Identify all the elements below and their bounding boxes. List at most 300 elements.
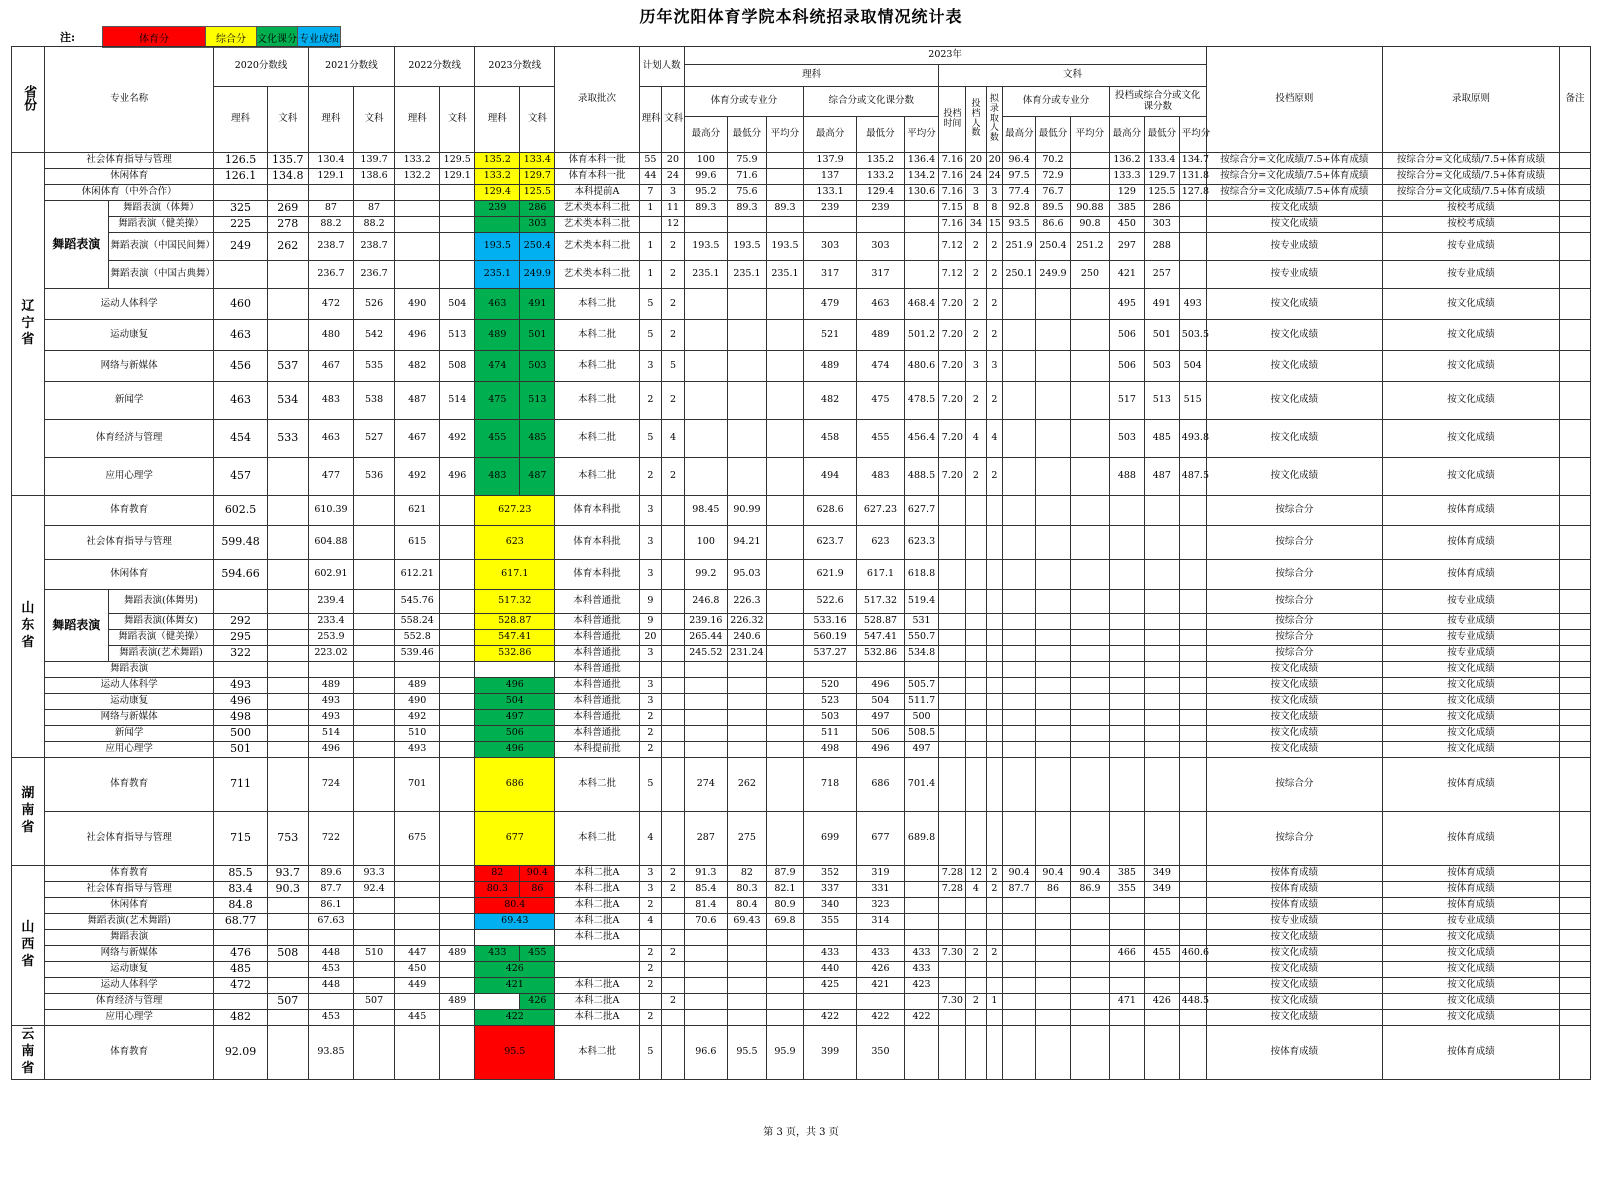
data-cell: 699 [803, 812, 856, 866]
data-cell [267, 742, 308, 758]
data-cell [354, 914, 395, 930]
data-cell: 按文化成绩 [1206, 217, 1383, 233]
data-cell [662, 930, 685, 946]
data-cell: 493 [214, 678, 267, 694]
data-cell [1559, 882, 1590, 898]
data-cell [939, 742, 966, 758]
data-cell [267, 694, 308, 710]
data-cell: 133.2 [475, 169, 520, 185]
data-cell [766, 526, 803, 560]
data-cell: 623.7 [803, 526, 856, 560]
data-cell: 504 [475, 694, 555, 710]
data-cell [966, 496, 987, 526]
data-cell: 69.8 [766, 914, 803, 930]
data-cell [1559, 351, 1590, 382]
data-cell [1036, 898, 1071, 914]
data-cell: 艺术类本科二批 [555, 233, 639, 261]
data-cell: 按文化成绩 [1383, 930, 1560, 946]
h-pe-sci: 体育分或专业分 [684, 87, 803, 117]
data-cell: 513 [1144, 382, 1179, 420]
data-cell [1070, 742, 1109, 758]
data-cell [308, 994, 353, 1010]
data-cell: 76.7 [1036, 185, 1071, 201]
data-cell [986, 560, 1002, 590]
data-cell [766, 217, 803, 233]
data-cell: 1 [639, 233, 662, 261]
table-row [12, 678, 1591, 694]
data-cell: 488.5 [904, 458, 939, 496]
data-cell: 1 [986, 994, 1002, 1010]
data-cell [639, 994, 662, 1010]
data-cell [1070, 169, 1109, 185]
data-cell: 599.48 [214, 526, 267, 560]
data-cell: 235.1 [727, 261, 766, 289]
data-cell: 88.2 [354, 217, 395, 233]
data-cell [1036, 420, 1071, 458]
data-cell [986, 930, 1002, 946]
data-cell: 2 [986, 261, 1002, 289]
header-arts-group: 文科 [939, 65, 1206, 87]
data-cell: 455 [475, 420, 520, 458]
data-cell [939, 560, 966, 590]
data-cell: 按文化成绩 [1383, 946, 1560, 962]
data-cell: 2 [639, 962, 662, 978]
data-cell: 97.5 [1003, 169, 1036, 185]
data-cell: 303 [1144, 217, 1179, 233]
data-cell [766, 726, 803, 742]
data-cell [1179, 962, 1206, 978]
data-cell: 718 [803, 758, 856, 812]
data-cell: 349 [1144, 866, 1179, 882]
page-footer: 第 3 页，共 3 页 [763, 1127, 839, 1138]
data-cell [1559, 153, 1590, 169]
sh-pe-arts-max: 最高分 [1003, 117, 1036, 153]
h-file-comp-arts: 投档或综合分或文化课分数 [1109, 87, 1206, 117]
data-cell: 体育本科一批 [555, 153, 639, 169]
data-cell: 134.2 [904, 169, 939, 185]
data-cell: 489 [308, 678, 353, 694]
table-row [12, 946, 1591, 962]
data-cell: 627.23 [475, 496, 555, 526]
data-cell: 89.3 [684, 201, 727, 217]
sh-comp-sci-max: 最高分 [803, 117, 856, 153]
data-cell: 2 [639, 726, 662, 742]
data-cell: 538 [354, 382, 395, 420]
sh-2020-li: 理科 [214, 87, 267, 153]
data-cell: 297 [1109, 233, 1144, 261]
data-cell: 492 [395, 458, 440, 496]
data-cell: 422 [475, 1010, 555, 1026]
data-cell: 2 [662, 882, 685, 898]
data-cell: 按文化成绩 [1383, 1010, 1560, 1026]
data-cell: 本科普通批 [555, 678, 639, 694]
data-cell [1036, 560, 1071, 590]
data-cell: 527 [354, 420, 395, 458]
data-cell [1003, 289, 1036, 320]
data-cell: 425 [803, 978, 856, 994]
data-cell: 2 [662, 994, 685, 1010]
data-cell [1070, 758, 1109, 812]
data-cell [1003, 726, 1036, 742]
major-name-cell: 应用心理学 [44, 458, 214, 496]
data-cell: 287 [684, 812, 727, 866]
data-cell [766, 742, 803, 758]
data-cell [1179, 710, 1206, 726]
data-cell: 7.16 [939, 217, 966, 233]
data-cell: 483 [857, 458, 904, 496]
data-cell [639, 662, 662, 678]
data-cell: 426 [857, 962, 904, 978]
table-row [12, 994, 1591, 1010]
data-cell: 454 [214, 420, 267, 458]
legend-major: 专业成绩 [297, 26, 341, 48]
data-cell [440, 201, 475, 217]
data-cell [939, 526, 966, 560]
data-cell: 225 [214, 217, 267, 233]
data-cell: 235.1 [475, 261, 520, 289]
table-row [12, 201, 1591, 217]
data-cell [214, 930, 267, 946]
data-cell: 2 [662, 233, 685, 261]
data-cell: 按文化成绩 [1383, 320, 1560, 351]
data-cell [857, 662, 904, 678]
data-cell [1003, 351, 1036, 382]
data-cell [1559, 812, 1590, 866]
data-cell: 2 [966, 233, 987, 261]
data-cell [1070, 458, 1109, 496]
data-cell [395, 1026, 440, 1080]
sh-2021-li: 理科 [308, 87, 353, 153]
data-cell [1003, 898, 1036, 914]
data-cell [1559, 758, 1590, 812]
data-cell [966, 630, 987, 646]
data-cell: 528.87 [857, 614, 904, 630]
data-cell: 按文化成绩 [1383, 420, 1560, 458]
data-cell [1179, 261, 1206, 289]
data-cell [766, 351, 803, 382]
data-cell: 83.4 [214, 882, 267, 898]
data-cell: 本科普通批 [555, 694, 639, 710]
data-cell [267, 458, 308, 496]
data-cell: 89.3 [727, 201, 766, 217]
data-cell: 3 [639, 678, 662, 694]
data-cell [1179, 526, 1206, 560]
data-cell: 2 [966, 994, 987, 1010]
data-cell: 2 [986, 320, 1002, 351]
data-cell [766, 614, 803, 630]
data-cell: 2 [639, 978, 662, 994]
data-cell [1070, 185, 1109, 201]
data-cell: 按体育成绩 [1383, 496, 1560, 526]
header-province: 省份 [12, 47, 45, 153]
data-cell [1003, 962, 1036, 978]
data-cell: 2 [966, 320, 987, 351]
data-cell: 482 [395, 351, 440, 382]
data-cell: 433 [803, 946, 856, 962]
data-cell [354, 1010, 395, 1026]
major-name-cell: 体育经济与管理 [44, 420, 214, 458]
data-cell [440, 726, 475, 742]
data-cell: 498 [803, 742, 856, 758]
major-name-cell: 运动人体科学 [44, 978, 214, 994]
data-cell: 503 [1144, 351, 1179, 382]
data-cell [939, 590, 966, 614]
data-cell [1109, 978, 1144, 994]
data-cell: 2 [966, 289, 987, 320]
data-cell: 按专业成绩 [1383, 614, 1560, 630]
data-cell: 520 [803, 678, 856, 694]
data-cell [267, 898, 308, 914]
data-cell: 467 [395, 420, 440, 458]
data-cell: 2 [986, 866, 1002, 882]
data-cell: 90.88 [1070, 201, 1109, 217]
data-cell: 按文化成绩 [1206, 726, 1383, 742]
data-cell: 303 [857, 233, 904, 261]
data-cell [1109, 646, 1144, 662]
data-cell: 127.8 [1179, 185, 1206, 201]
data-cell: 99.6 [684, 169, 727, 185]
data-cell [1003, 526, 1036, 560]
data-cell: 325 [214, 201, 267, 217]
data-cell: 体育本科一批 [555, 169, 639, 185]
table-row [12, 646, 1591, 662]
data-cell [1144, 962, 1179, 978]
data-cell: 本科二批 [555, 382, 639, 420]
data-cell [1559, 710, 1590, 726]
data-cell [662, 1010, 685, 1026]
major-name-cell: 网络与新媒体 [44, 710, 214, 726]
data-cell [662, 678, 685, 694]
data-cell: 303 [803, 233, 856, 261]
data-cell: 2 [662, 261, 685, 289]
data-cell [354, 646, 395, 662]
data-cell [475, 930, 555, 946]
table-row [12, 351, 1591, 382]
data-cell [986, 812, 1002, 866]
data-cell [857, 994, 904, 1010]
data-cell: 251.9 [1003, 233, 1036, 261]
legend-pe: 体育分 [102, 26, 206, 48]
data-cell: 95.2 [684, 185, 727, 201]
data-cell: 463 [308, 420, 353, 458]
data-cell: 按文化成绩 [1206, 420, 1383, 458]
data-cell [1109, 930, 1144, 946]
data-cell [1036, 614, 1071, 630]
data-cell [1070, 662, 1109, 678]
data-cell: 3 [639, 866, 662, 882]
data-cell [1070, 420, 1109, 458]
data-cell [1036, 320, 1071, 351]
data-cell [1070, 153, 1109, 169]
data-cell: 450 [395, 962, 440, 978]
major-name-cell: 舞蹈表演(体舞男) [108, 590, 214, 614]
data-cell: 7.20 [939, 382, 966, 420]
data-cell [1559, 614, 1590, 630]
data-cell: 7.12 [939, 233, 966, 261]
data-cell [1003, 560, 1036, 590]
data-cell: 504 [440, 289, 475, 320]
data-cell: 235.1 [766, 261, 803, 289]
data-cell [1070, 914, 1109, 930]
data-cell [1559, 1010, 1590, 1026]
data-cell: 82 [727, 866, 766, 882]
data-cell: 487 [520, 458, 555, 496]
data-cell: 90.99 [727, 496, 766, 526]
data-cell [727, 320, 766, 351]
data-cell [1559, 1026, 1590, 1080]
data-cell [1070, 962, 1109, 978]
data-cell [1036, 978, 1071, 994]
data-cell: 482 [214, 1010, 267, 1026]
data-cell: 2 [662, 946, 685, 962]
data-cell: 5 [662, 351, 685, 382]
data-cell [1003, 678, 1036, 694]
data-cell: 250.1 [1003, 261, 1036, 289]
data-cell [395, 866, 440, 882]
table-row [12, 217, 1591, 233]
data-cell [354, 526, 395, 560]
header-2023-year: 2023年 [684, 47, 1206, 65]
data-cell: 453 [308, 1010, 353, 1026]
data-cell [1144, 590, 1179, 614]
data-cell [1070, 526, 1109, 560]
data-cell [639, 217, 662, 233]
data-cell [727, 289, 766, 320]
major-name-cell: 体育经济与管理 [44, 994, 214, 1010]
data-cell: 496 [214, 694, 267, 710]
data-cell: 按综合分 [1206, 630, 1383, 646]
data-cell: 422 [904, 1010, 939, 1026]
data-cell: 257 [1144, 261, 1179, 289]
data-cell: 490 [395, 694, 440, 710]
data-cell: 531 [904, 614, 939, 630]
data-cell: 2 [966, 946, 987, 962]
data-cell [1003, 758, 1036, 812]
data-cell: 本科二批 [555, 758, 639, 812]
data-cell: 125.5 [520, 185, 555, 201]
table-row [12, 614, 1591, 630]
data-cell: 134.8 [267, 169, 308, 185]
data-cell [1109, 590, 1144, 614]
data-cell: 3 [639, 646, 662, 662]
data-cell: 610.39 [308, 496, 353, 526]
data-cell [939, 630, 966, 646]
data-cell [1559, 560, 1590, 590]
data-cell: 711 [214, 758, 267, 812]
data-cell: 506 [1109, 320, 1144, 351]
table-row [12, 898, 1591, 914]
data-cell [395, 994, 440, 1010]
data-cell [1179, 233, 1206, 261]
data-cell: 129.4 [475, 185, 520, 201]
data-cell: 按文化成绩 [1383, 678, 1560, 694]
data-cell: 5 [639, 320, 662, 351]
data-cell [803, 994, 856, 1010]
data-cell: 3 [986, 185, 1002, 201]
data-cell: 355 [1109, 882, 1144, 898]
data-cell: 按综合分=文化成绩/7.5+体育成绩 [1383, 153, 1560, 169]
data-cell: 24 [986, 169, 1002, 185]
data-cell [966, 742, 987, 758]
data-cell: 8 [966, 201, 987, 217]
data-cell: 239 [475, 201, 520, 217]
data-cell: 506 [1109, 351, 1144, 382]
data-cell: 129.7 [520, 169, 555, 185]
major-name-cell: 运动康复 [44, 962, 214, 978]
data-cell: 249 [214, 233, 267, 261]
data-cell: 511 [803, 726, 856, 742]
data-cell: 129.1 [440, 169, 475, 185]
data-cell: 3 [639, 351, 662, 382]
table-row [12, 320, 1591, 351]
data-cell: 86.9 [1070, 882, 1109, 898]
major-name-cell: 应用心理学 [44, 1010, 214, 1026]
data-cell: 7.16 [939, 169, 966, 185]
data-cell [986, 646, 1002, 662]
data-cell: 按文化成绩 [1206, 351, 1383, 382]
data-cell: 按文化成绩 [1206, 458, 1383, 496]
data-cell [939, 914, 966, 930]
data-cell [727, 420, 766, 458]
data-cell: 85.5 [214, 866, 267, 882]
data-cell: 96.6 [684, 1026, 727, 1080]
data-cell: 按综合分=文化成绩/7.5+体育成绩 [1383, 169, 1560, 185]
sh-comp-sci-avg: 平均分 [904, 117, 939, 153]
data-cell [1179, 882, 1206, 898]
data-cell: 按文化成绩 [1206, 742, 1383, 758]
data-cell: 93.85 [308, 1026, 353, 1080]
data-cell [1036, 946, 1071, 962]
data-cell: 677 [857, 812, 904, 866]
data-cell [440, 758, 475, 812]
data-cell: 86.6 [1036, 217, 1071, 233]
data-cell [1109, 496, 1144, 526]
data-cell: 本科普通批 [555, 710, 639, 726]
data-cell: 602.5 [214, 496, 267, 526]
data-cell [1559, 382, 1590, 420]
sh-pe-sci-max: 最高分 [684, 117, 727, 153]
data-cell [727, 678, 766, 694]
data-cell: 本科二批 [555, 289, 639, 320]
major-name-cell: 运动人体科学 [44, 289, 214, 320]
data-cell: 505.7 [904, 678, 939, 694]
data-cell: 482 [803, 382, 856, 420]
header-major: 专业名称 [44, 47, 214, 153]
data-cell [662, 496, 685, 526]
data-cell: 621 [395, 496, 440, 526]
data-cell [440, 710, 475, 726]
data-cell [395, 201, 440, 217]
data-cell [966, 526, 987, 560]
data-cell: 按体育成绩 [1383, 882, 1560, 898]
data-cell [857, 217, 904, 233]
data-cell: 448.5 [1179, 994, 1206, 1010]
data-cell: 本科二批 [555, 420, 639, 458]
data-cell: 463 [475, 289, 520, 320]
data-cell [555, 946, 639, 962]
data-cell [267, 630, 308, 646]
data-cell: 8 [986, 201, 1002, 217]
data-cell: 508 [267, 946, 308, 962]
data-cell: 134.7 [1179, 153, 1206, 169]
data-cell [1559, 866, 1590, 882]
data-cell: 463 [857, 289, 904, 320]
data-cell: 按综合分=文化成绩/7.5+体育成绩 [1206, 169, 1383, 185]
data-cell [267, 662, 308, 678]
data-cell: 317 [803, 261, 856, 289]
table-row [12, 662, 1591, 678]
data-cell [1070, 710, 1109, 726]
